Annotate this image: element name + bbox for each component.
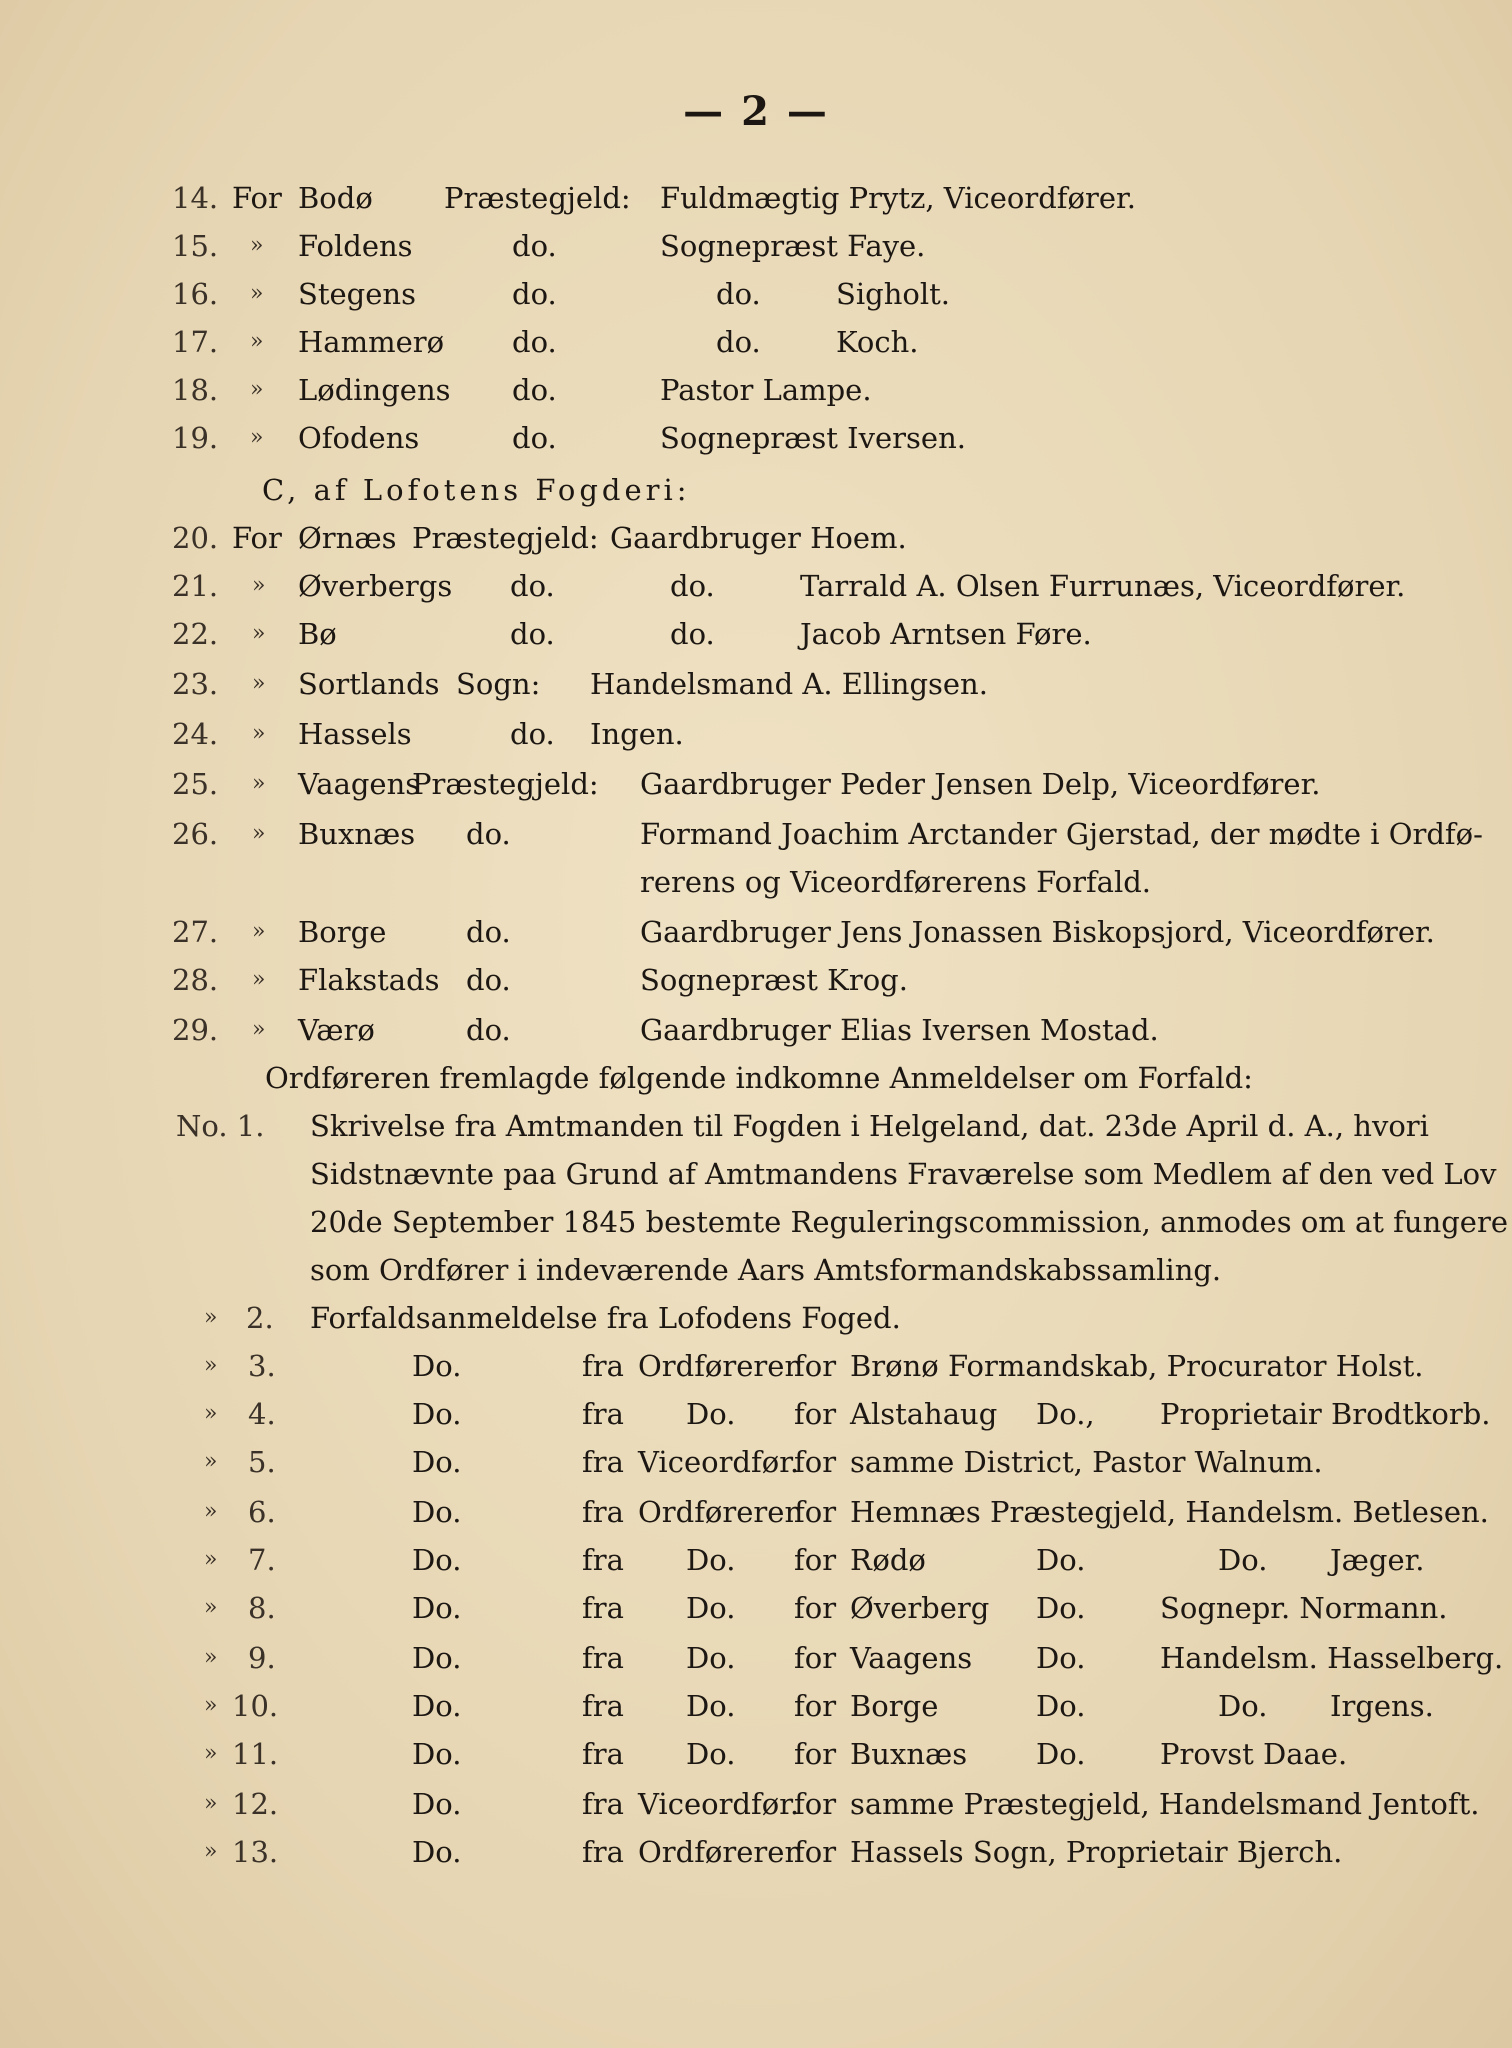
item-number: 17. <box>172 325 219 359</box>
notice-for: for <box>794 1641 837 1675</box>
notice-who: Handelsm. Hasselberg. <box>1160 1641 1504 1675</box>
item-kind: do. <box>512 421 557 455</box>
item-place: Borge <box>298 915 387 949</box>
no2-mark: » <box>204 1305 218 1330</box>
notice-place-ditto: Do. <box>1036 1641 1086 1675</box>
item-prefix: » <box>250 425 264 450</box>
item-place: Hassels <box>298 717 412 751</box>
item-prefix: » <box>252 821 266 846</box>
item-who: Fuldmægtig Prytz, Viceordfører. <box>660 181 1136 215</box>
notice-for: for <box>794 1445 837 1479</box>
notice-fra: fra <box>582 1349 624 1383</box>
notice-who: Sognepr. Normann. <box>1160 1591 1448 1625</box>
item-number: 20. <box>172 521 219 555</box>
item-who: Sigholt. <box>836 277 950 311</box>
no1-text-3: 20de September 1845 bestemte Reguleringscommission, anmodes om at fungere <box>310 1205 1508 1239</box>
page-number: — 2 — <box>683 88 829 135</box>
notice-do: Do. <box>412 1495 462 1529</box>
notice-do: Do. <box>412 1445 462 1479</box>
item-kind: do. <box>510 617 555 651</box>
item-place: Hammerø <box>298 325 445 359</box>
intro-text: Ordføreren fremlagde følgende indkomne Anmeldelser om Forfald: <box>265 1061 1253 1095</box>
notice-who: Provst Daae. <box>1160 1737 1348 1771</box>
notice-who-ditto: Do. <box>1218 1543 1268 1577</box>
item-place: Foldens <box>298 229 413 263</box>
notice-ditto-mark: » <box>204 1547 218 1572</box>
item-prefix: » <box>250 329 264 354</box>
item-place: Buxnæs <box>298 817 416 851</box>
item-kind: do. <box>510 569 555 603</box>
section-c-title: C, af Lofotens Fogderi: <box>262 473 691 507</box>
notice-who: Proprietair Brodtkorb. <box>1160 1397 1491 1431</box>
item-place: Værø <box>298 1013 375 1047</box>
notice-place-ditto: Do., <box>1036 1397 1095 1431</box>
notice-ditto-mark: » <box>204 1449 218 1474</box>
item-kind: do. <box>512 325 557 359</box>
item-prefix: » <box>252 1017 266 1042</box>
item-kind: Præstegjeld: <box>412 521 599 555</box>
notice-fra: fra <box>582 1787 624 1821</box>
notice-number: 10. <box>232 1689 279 1723</box>
item-number: 21. <box>172 569 219 603</box>
item-kind: do. <box>466 963 511 997</box>
item-prefix: » <box>250 377 264 402</box>
notice-from-ditto: Do. <box>686 1689 736 1723</box>
notice-for: for <box>794 1689 837 1723</box>
item-prefix: » <box>252 919 266 944</box>
item-place: Vaagens <box>298 767 421 801</box>
notice-from: Viceordfør. <box>638 1787 800 1821</box>
item-who: Handelsmand A. Ellingsen. <box>590 667 988 701</box>
notice-ditto-mark: » <box>204 1353 218 1378</box>
notice-do: Do. <box>412 1349 462 1383</box>
notice-place: Buxnæs <box>850 1737 968 1771</box>
item-kind: do. <box>512 229 557 263</box>
item-kind: Præstegjeld: <box>444 181 631 215</box>
notice-fra: fra <box>582 1543 624 1577</box>
item-number: 29. <box>172 1013 219 1047</box>
item-prefix: » <box>250 233 264 258</box>
notice-do: Do. <box>412 1543 462 1577</box>
notice-place-ditto: Do. <box>1036 1689 1086 1723</box>
notice-place: Øverberg <box>850 1591 990 1625</box>
notice-number: 8. <box>248 1591 276 1625</box>
notice-place: Vaagens <box>850 1641 973 1675</box>
item-kind: do. <box>466 915 511 949</box>
notice-where: Brønø Formandskab, Procurator Holst. <box>850 1349 1424 1383</box>
no1-label: No. 1. <box>176 1109 265 1143</box>
notice-from-ditto: Do. <box>686 1543 736 1577</box>
item-prefix: » <box>252 721 266 746</box>
notice-who: Irgens. <box>1330 1689 1434 1723</box>
notice-fra: fra <box>582 1641 624 1675</box>
notice-place-ditto: Do. <box>1036 1543 1086 1577</box>
notice-ditto-mark: » <box>204 1741 218 1766</box>
item-prefix: » <box>252 621 266 646</box>
item-prefix: » <box>252 671 266 696</box>
notice-from: Ordføreren <box>638 1349 804 1383</box>
item-who: Pastor Lampe. <box>660 373 872 407</box>
notice-for: for <box>794 1543 837 1577</box>
item-place: Ørnæs <box>298 521 397 555</box>
item-place: Bø <box>298 617 337 651</box>
notice-from: Viceordfør. <box>638 1445 800 1479</box>
notice-for: for <box>794 1495 837 1529</box>
item-prefix: » <box>252 573 266 598</box>
no1-text-1: Skrivelse fra Amtmanden til Fogden i Helgeland, dat. 23de April d. A., hvori <box>310 1109 1429 1143</box>
item-who: Ingen. <box>590 717 684 751</box>
notice-ditto-mark: » <box>204 1839 218 1864</box>
item-place: Flakstads <box>298 963 440 997</box>
item-place: Lødingens <box>298 373 451 407</box>
notice-fra: fra <box>582 1737 624 1771</box>
notice-where: samme District, Pastor Walnum. <box>850 1445 1323 1479</box>
item-kind: do. <box>510 717 555 751</box>
item-number: 15. <box>172 229 219 263</box>
item-number: 27. <box>172 915 219 949</box>
item-number: 24. <box>172 717 219 751</box>
notice-from: Ordføreren <box>638 1495 804 1529</box>
item-who: Formand Joachim Arctander Gjerstad, der mødte i Ordfø- <box>640 817 1483 851</box>
item-who: Gaardbruger Hoem. <box>610 521 907 555</box>
item-number: 19. <box>172 421 219 455</box>
notice-ditto-mark: » <box>204 1595 218 1620</box>
notice-from-ditto: Do. <box>686 1591 736 1625</box>
notice-fra: fra <box>582 1397 624 1431</box>
no2-text: Forfaldsanmeldelse fra Lofodens Foged. <box>310 1301 901 1335</box>
notice-from: Ordføreren <box>638 1835 804 1869</box>
notice-from-ditto: Do. <box>686 1397 736 1431</box>
item-place: Ofodens <box>298 421 420 455</box>
item-who: Sognepræst Iversen. <box>660 421 966 455</box>
notice-number: 6. <box>248 1495 276 1529</box>
notice-where: Hassels Sogn, Proprietair Bjerch. <box>850 1835 1343 1869</box>
item-place: Sortlands <box>298 667 440 701</box>
notice-who: Jæger. <box>1330 1543 1425 1577</box>
notice-from-ditto: Do. <box>686 1641 736 1675</box>
notice-for: for <box>794 1737 837 1771</box>
item-number: 22. <box>172 617 219 651</box>
item-prefix: For <box>232 181 282 215</box>
notice-number: 5. <box>248 1445 276 1479</box>
item-number: 16. <box>172 277 219 311</box>
item-prefix: For <box>232 521 282 555</box>
notice-place: Borge <box>850 1689 939 1723</box>
notice-do: Do. <box>412 1397 462 1431</box>
item-place: Stegens <box>298 277 416 311</box>
notice-do: Do. <box>412 1737 462 1771</box>
notice-ditto-mark: » <box>204 1791 218 1816</box>
item-number: 26. <box>172 817 219 851</box>
notice-for: for <box>794 1397 837 1431</box>
item-number: 25. <box>172 767 219 801</box>
item-who: Gaardbruger Elias Iversen Mostad. <box>640 1013 1159 1047</box>
notice-fra: fra <box>582 1445 624 1479</box>
notice-do: Do. <box>412 1787 462 1821</box>
notice-fra: fra <box>582 1689 624 1723</box>
notice-number: 7. <box>248 1543 276 1577</box>
item-who-continued: rerens og Viceordførerens Forfald. <box>640 865 1152 899</box>
notice-place-ditto: Do. <box>1036 1591 1086 1625</box>
notice-where: samme Præstegjeld, Handelsmand Jentoft. <box>850 1787 1480 1821</box>
item-prefix: » <box>252 771 266 796</box>
item-prefix: » <box>252 967 266 992</box>
notice-for: for <box>794 1787 837 1821</box>
notice-for: for <box>794 1349 837 1383</box>
item-who: Gaardbruger Jens Jonassen Biskopsjord, Viceordfører. <box>640 915 1435 949</box>
item-who: Jacob Arntsen Føre. <box>800 617 1092 651</box>
item-who-ditto: do. <box>670 617 715 651</box>
notice-do: Do. <box>412 1835 462 1869</box>
notice-fra: fra <box>582 1495 624 1529</box>
notice-place: Alstahaug <box>850 1397 998 1431</box>
item-kind: do. <box>466 1013 511 1047</box>
notice-ditto-mark: » <box>204 1693 218 1718</box>
notice-place-ditto: Do. <box>1036 1737 1086 1771</box>
no1-text-2: Sidstnævnte paa Grund af Amtmandens Fraværelse som Medlem af den ved Lov <box>310 1157 1497 1191</box>
notice-for: for <box>794 1835 837 1869</box>
item-kind: Præstegjeld: <box>412 767 599 801</box>
notice-do: Do. <box>412 1641 462 1675</box>
item-kind: Sogn: <box>456 667 541 701</box>
notice-fra: fra <box>582 1835 624 1869</box>
item-who-ditto: do. <box>716 325 761 359</box>
item-kind: do. <box>512 373 557 407</box>
notice-where: Hemnæs Præstegjeld, Handelsm. Betlesen. <box>850 1495 1489 1529</box>
item-number: 14. <box>172 181 219 215</box>
notice-from-ditto: Do. <box>686 1737 736 1771</box>
item-place: Øverbergs <box>298 569 453 603</box>
item-who: Gaardbruger Peder Jensen Delp, Viceordfører. <box>640 767 1321 801</box>
item-who-ditto: do. <box>716 277 761 311</box>
no1-text-4: som Ordfører i indeværende Aars Amtsformandskabssamling. <box>310 1253 1222 1287</box>
notice-for: for <box>794 1591 837 1625</box>
notice-ditto-mark: » <box>204 1401 218 1426</box>
item-place: Bodø <box>298 181 373 215</box>
notice-fra: fra <box>582 1591 624 1625</box>
item-who: Sognepræst Faye. <box>660 229 926 263</box>
notice-ditto-mark: » <box>204 1645 218 1670</box>
item-kind: do. <box>466 817 511 851</box>
item-who: Sognepræst Krog. <box>640 963 908 997</box>
item-number: 18. <box>172 373 219 407</box>
notice-place: Rødø <box>850 1543 926 1577</box>
item-number: 23. <box>172 667 219 701</box>
notice-number: 3. <box>248 1349 276 1383</box>
item-who-ditto: do. <box>670 569 715 603</box>
item-who: Tarrald A. Olsen Furrunæs, Viceordfører. <box>800 569 1406 603</box>
notice-number: 9. <box>248 1641 276 1675</box>
item-who: Koch. <box>836 325 919 359</box>
item-kind: do. <box>512 277 557 311</box>
notice-number: 4. <box>248 1397 276 1431</box>
item-prefix: » <box>250 281 264 306</box>
notice-who-ditto: Do. <box>1218 1689 1268 1723</box>
no2-num: 2. <box>246 1301 274 1335</box>
notice-number: 11. <box>232 1737 279 1771</box>
notice-number: 12. <box>232 1787 279 1821</box>
notice-do: Do. <box>412 1689 462 1723</box>
notice-number: 13. <box>232 1835 279 1869</box>
item-number: 28. <box>172 963 219 997</box>
notice-do: Do. <box>412 1591 462 1625</box>
notice-ditto-mark: » <box>204 1499 218 1524</box>
